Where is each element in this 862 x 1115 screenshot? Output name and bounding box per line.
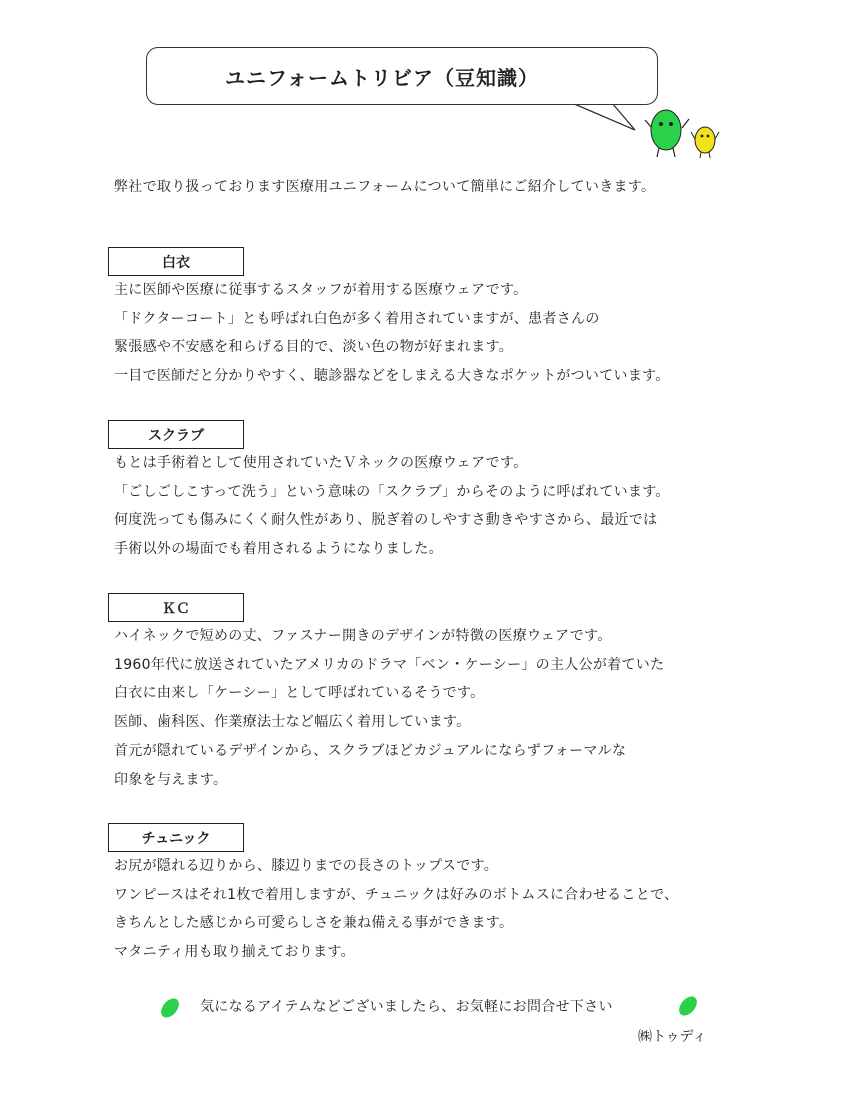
section-body-kc bbox=[114, 622, 664, 794]
text-line: 首元が隠れているデザインから、スクラブほどカジュアルにならずフォーマルな bbox=[114, 742, 627, 759]
text-line: マタニティ用も取り揃えております。 bbox=[114, 944, 355, 961]
text-line: 主に医師や医療に従事するスタッフが着用する医療ウェアです。 bbox=[114, 282, 528, 298]
section-label-kc: ＫＣ bbox=[108, 593, 244, 622]
section-body-hakui bbox=[114, 276, 670, 391]
text-line: 一目で医師だと分かりやすく、聴診器などをしまえる大きなポケットがついています。 bbox=[114, 368, 670, 385]
text-line: 印象を与えます。 bbox=[114, 771, 228, 788]
text-line: ワンピースはそれ1枚で着用しますが、チュニックは好みのボトムスに合わせることで、 bbox=[114, 886, 679, 903]
section-label-scrub: スクラブ bbox=[108, 420, 244, 449]
footer-message: 気になるアイテムなどございましたら、お気軽にお問合せ下さい bbox=[200, 999, 613, 1015]
green-bean-mascot-icon bbox=[645, 110, 689, 157]
intro-text: 弊社で取り扱っております医療用ユニフォームについて簡単にご紹介していきます。 bbox=[114, 179, 656, 195]
text-line: 白衣に由来し「ケーシー」として呼ばれているそうです。 bbox=[114, 685, 485, 702]
section-label-hakui: 白衣 bbox=[108, 247, 244, 276]
yellow-bean-mascot-icon bbox=[691, 127, 719, 158]
section-label-tunic: チュニック bbox=[108, 823, 244, 852]
text-line: もとは手術着として使用されていたＶネックの医療ウェアです。 bbox=[114, 455, 528, 471]
text-line: 医師、歯科医、作業療法士など幅広く着用しています。 bbox=[114, 714, 471, 731]
text-line: 何度洗っても傷みにくく耐久性があり、脱ぎ着のしやすさ動きやすさから、最近では bbox=[114, 512, 658, 529]
section-body-scrub bbox=[114, 449, 670, 564]
text-line: 手術以外の場面でも着用されるようになりました。 bbox=[114, 541, 443, 558]
text-line: 「ごしごしこすって洗う」という意味の「スクラブ」からそのように呼ばれています。 bbox=[114, 483, 670, 500]
text-line: 1960年代に放送されていたアメリカのドラマ「ベン・ケーシー」の主人公が着ていた bbox=[114, 656, 665, 673]
company-name: ㈱トゥディ bbox=[638, 1029, 707, 1045]
text-line: お尻が隠れる辺りから、膝辺りまでの長さのトップスです。 bbox=[114, 858, 498, 874]
green-bean-icon bbox=[158, 996, 182, 1020]
text-line: きちんとした感じから可愛らしさを兼ね備える事ができます。 bbox=[114, 915, 514, 932]
text-line: 「ドクターコート」とも呼ばれ白色が多く着用されていますが、患者さんの bbox=[114, 310, 600, 327]
text-line: 緊張感や不安感を和らげる目的で、淡い色の物が好まれます。 bbox=[114, 339, 513, 356]
green-bean-icon bbox=[676, 994, 700, 1018]
page-title: ユニフォームトリビア（豆知識） bbox=[225, 65, 539, 90]
text-line: ハイネックで短めの丈、ファスナー開きのデザインが特徴の医療ウェアです。 bbox=[114, 628, 612, 644]
section-body-tunic bbox=[114, 852, 678, 967]
mascot-characters bbox=[0, 0, 862, 170]
